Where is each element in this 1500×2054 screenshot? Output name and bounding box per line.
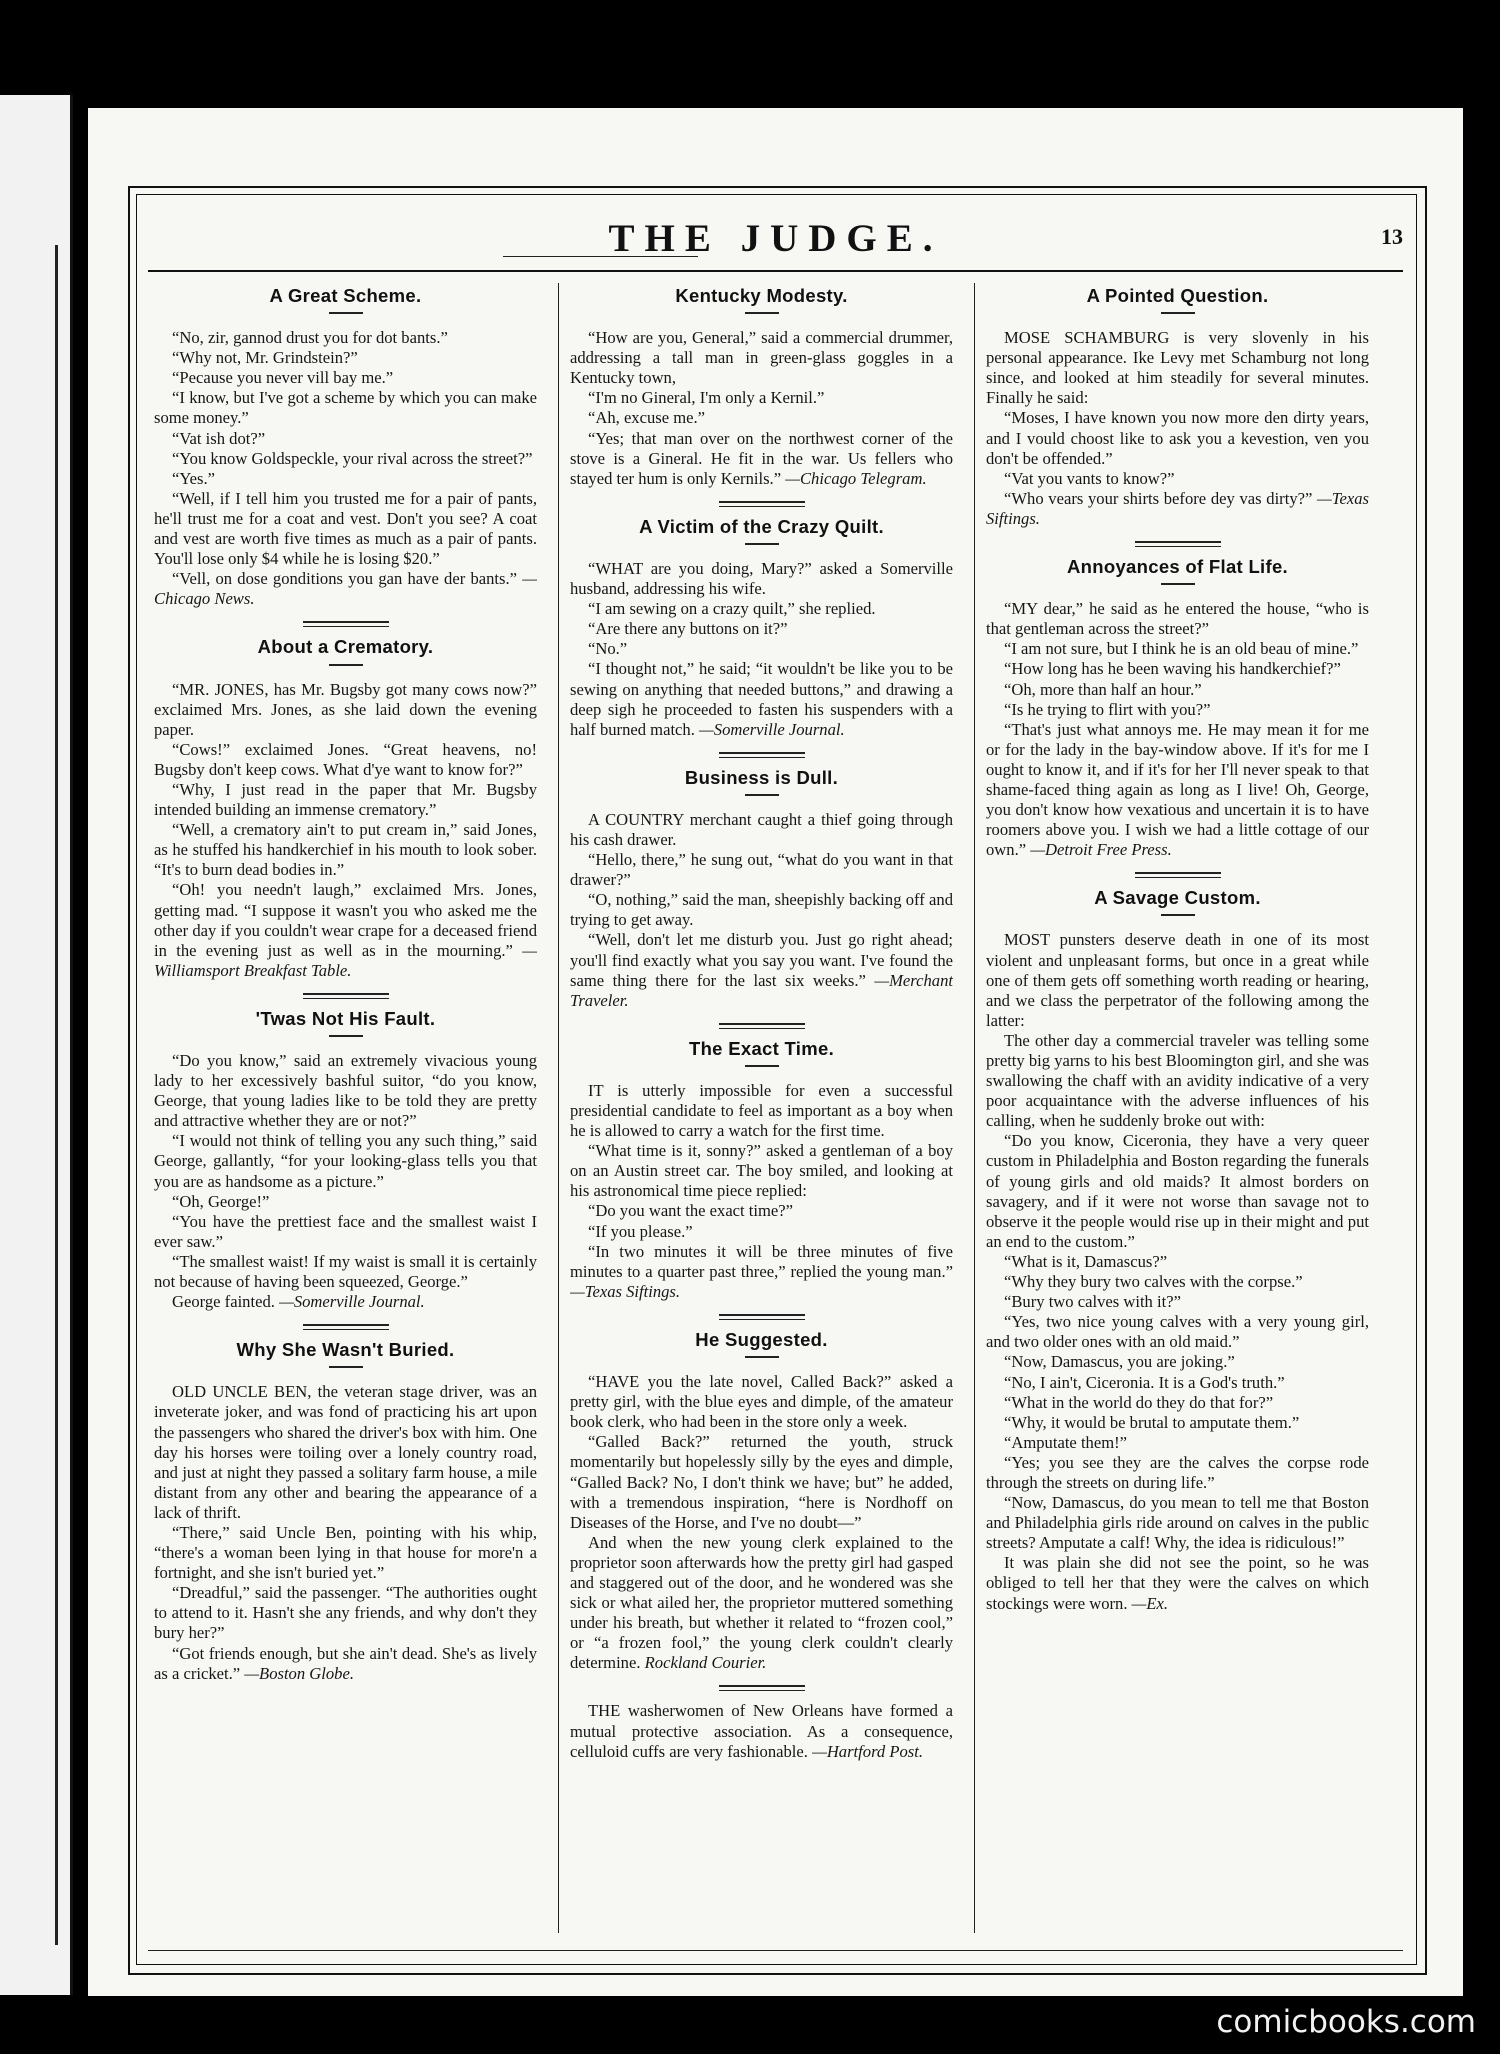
article-separator — [1135, 541, 1221, 547]
paragraph-text: “Vat you vants to know?” — [1004, 468, 1175, 488]
column-divider-1 — [558, 283, 559, 1933]
paragraph-text: “Cows!” exclaimed Jones. “Great heavens, no! Bugsby don't keep cows. What d'ye want to know for?” — [154, 739, 537, 779]
article-paragraph — [570, 850, 953, 890]
adjacent-page-border — [10, 245, 58, 1945]
paragraph-text: “In two minutes it will be three minutes of five minutes to a quarter past three,” replied the young man.” — [570, 1241, 953, 1281]
title-underline — [329, 1035, 363, 1037]
paragraph-text: And when the new young clerk explained to the proprietor soon afterwards how the pretty girl had gasped and staggered out of the door, and he wondered was she sick or what ailed her, the proprietor muttered something under his breath, but whether it related to “frozen cool,” or “a frozen fool,” the young clerk couldn't clearly determine. — [570, 1532, 953, 1673]
article-paragraph — [154, 1252, 537, 1292]
paragraph-text: “Galled Back?” returned the youth, struck momentarily but hopelessly silly by the eyes and dimple, “Galled Back? No, I don't think we have; but” he added, with a tremendous inspiration, “here is Nordhoff on Diseases of the Horse, and I've no doubt—” — [570, 1432, 953, 1532]
paragraph-text: “No, I ain't, Ciceronia. It is a God's truth.” — [1004, 1372, 1285, 1392]
article-paragraph — [570, 388, 953, 408]
paragraph-text: “There,” said Uncle Ben, pointing with his whip, “there's a woman been lying in that house for more'n a fortnight, and she isn't buried yet.” — [154, 1522, 537, 1583]
paragraph-text: “You have the prettiest face and the smallest waist I ever saw.” — [154, 1211, 537, 1251]
article-paragraph — [154, 740, 537, 780]
paragraph-text: “I know, but I've got a scheme by which you can make some money.” — [154, 388, 537, 428]
paragraph-text: “No, zir, gannod drust you for dot bants.” — [172, 328, 448, 348]
article-title: A Savage Custom. — [1094, 887, 1261, 909]
article-source: —Williamsport Breakfast Table. — [154, 940, 537, 980]
watermark: comicbooks.com — [1216, 2004, 1476, 2040]
article-paragraph — [986, 599, 1369, 639]
paragraph-text: “Are there any buttons on it?” — [588, 619, 788, 639]
paragraph-text: “Hello, there,” he sung out, “what do you want in that drawer?” — [570, 850, 953, 890]
masthead-title: THE JUDGE. — [608, 217, 943, 260]
article-paragraph — [570, 1242, 953, 1302]
article-paragraph — [986, 1312, 1369, 1352]
article-paragraph — [986, 1352, 1369, 1372]
article-paragraph — [154, 1644, 537, 1684]
paragraph-text: “Oh! you needn't laugh,” exclaimed Mrs. Jones, getting mad. “I suppose it wasn't you who asked me the other day if you couldn't wear crape for a deceased friend in the evening just as well as in the mourning.” — [154, 880, 537, 960]
article-paragraph — [154, 489, 537, 569]
paragraph-text: “Do you know, Ciceronia, they have a very queer custom in Philadelphia and Boston regarding the funerals of young girls and old maids? It almost borders on savagery, and if it were not worse than savage not to observe it the people would rise up in their might and put an end to the custom.” — [986, 1131, 1369, 1251]
paragraph-text: “Why they bury two calves with the corpse.” — [1004, 1272, 1303, 1292]
paragraph-text: “Well, a crematory ain't to put cream in,” said Jones, as he stuffed his handkerchief in his mouth to look sober. “It's to burn dead bodies in.” — [154, 820, 537, 880]
title-underline — [745, 794, 779, 796]
article-paragraph — [154, 820, 537, 880]
paragraph-text: OLD UNCLE BEN, the veteran stage driver, was an inveterate joker, and was fond of practicing his art upon the passengers who shared the driver's box with him. One day his horses were toiling over a lonely country road, and just at night they passed a solitary farm house, a mile distant from any other and bearing the appearance of a lack of thrift. — [154, 1382, 537, 1522]
article-paragraph — [154, 1583, 537, 1643]
masthead-divider — [148, 270, 1403, 272]
article-separator — [719, 1685, 805, 1691]
article-paragraph — [986, 1413, 1369, 1433]
page-bottom-rule — [148, 1950, 1403, 1951]
article-paragraph — [986, 700, 1369, 720]
article-source: —Somerville Journal. — [279, 1292, 425, 1312]
article-paragraph — [986, 1031, 1369, 1131]
paragraph-text: “Yes; you see they are the calves the corpse rode through the streets on during life.” — [986, 1452, 1369, 1492]
paragraph-text: “HAVE you the late novel, Called Back?” asked a pretty girl, with the blue eyes and dimple, of the amateur book clerk, who had been in the store only a week. — [570, 1372, 953, 1432]
article-paragraph — [570, 810, 953, 850]
column-divider-2 — [974, 283, 975, 1933]
article-paragraph — [570, 1533, 953, 1674]
paragraph-text: “You know Goldspeckle, your rival across the street?” — [172, 448, 533, 468]
paragraph-text: “Vell, on dose gonditions you gan have der bants.” — [172, 569, 517, 589]
paragraph-text: “Do you want the exact time?” — [588, 1201, 794, 1221]
article-separator — [719, 1314, 805, 1320]
article-paragraph — [986, 1553, 1369, 1613]
paragraph-text: “How long has he been waving his handkerchief?” — [1004, 659, 1341, 679]
title-underline — [1161, 583, 1195, 585]
article-title: 'Twas Not His Fault. — [255, 1007, 436, 1029]
article-source: —Chicago News. — [154, 569, 537, 609]
paragraph-text: “Who vears your shirts before dey vas dirty?” — [1004, 488, 1313, 508]
column-2 — [570, 280, 953, 1940]
paragraph-text: “Yes, two nice young calves with a very young girl, and two older ones with an old maid.” — [986, 1312, 1369, 1352]
paragraph-text: “I thought not,” he said; “it wouldn't be like you to be sewing on anything that needed buttons,” and drawing a deep sigh he proceeded to fasten his suspenders with a half burned match. — [570, 659, 953, 739]
article-paragraph — [154, 328, 537, 348]
article-paragraph — [986, 328, 1369, 408]
paragraph-text: “Yes.” — [172, 468, 216, 488]
article-source: —Texas Siftings. — [570, 1281, 681, 1301]
article-paragraph — [570, 1081, 953, 1141]
paragraph-text: “Why, it would be brutal to amputate them.” — [1004, 1412, 1300, 1432]
article-paragraph — [570, 1141, 953, 1201]
article-paragraph — [570, 1372, 953, 1432]
article-paragraph — [570, 659, 953, 739]
article-paragraph — [154, 388, 537, 428]
title-underline — [745, 1356, 779, 1358]
article-paragraph — [570, 599, 953, 619]
article-paragraph — [154, 348, 537, 368]
paragraph-text: “Vat ish dot?” — [172, 428, 266, 448]
paragraph-text: “Yes; that man over on the northwest corner of the stove is a Gineral. He fit in the war. Us fellers who stayed ter hum is only Kernils.” — [570, 428, 953, 488]
article-paragraph — [154, 680, 537, 740]
article-paragraph — [154, 1292, 537, 1312]
article-source: —Texas Siftings. — [986, 488, 1369, 528]
article-paragraph — [154, 1131, 537, 1191]
paragraph-text: “Dreadful,” said the passenger. “The authorities ought to attend to it. Hasn't she any friends, and why don't they bury her?” — [154, 1583, 537, 1643]
article-paragraph — [570, 1701, 953, 1761]
masthead — [148, 216, 1403, 266]
column-3 — [986, 280, 1369, 1940]
article-source: —Ex. — [1131, 1593, 1169, 1613]
article-paragraph — [986, 1493, 1369, 1553]
paragraph-text: “I would not think of telling you any such thing,” said George, gallantly, “for your looking-glass tells you that you are as handsome as a picture.” — [154, 1131, 537, 1191]
paragraph-text: “WHAT are you doing, Mary?” asked a Somerville husband, addressing his wife. — [570, 558, 953, 599]
article-title: A Great Scheme. — [269, 285, 422, 306]
article-source: —Detroit Free Press. — [1030, 840, 1172, 860]
article-title: Business is Dull. — [684, 766, 839, 788]
article-title: About a Crematory. — [257, 636, 434, 658]
paragraph-text: “The smallest waist! If my waist is small it is certainly not because of having been squeezed, George.” — [154, 1251, 537, 1292]
paragraph-text: “Now, Damascus, do you mean to tell me that Boston and Philadelphia girls ride around on calves in the public streets? Amputate a calf! Why, the idea is ridiculous!” — [986, 1493, 1369, 1553]
article-paragraph — [986, 930, 1369, 1030]
title-underline — [329, 312, 363, 314]
paragraph-text: “Well, don't let me disturb you. Just go right ahead; you'll find exactly what you say you want. I've found the same thing there for the last six weeks.” — [570, 930, 953, 990]
paragraph-text: “What in the world do they do that for?” — [1004, 1392, 1274, 1412]
article-source: —Merchant Traveler. — [570, 970, 953, 1010]
paragraph-text: “I'm no Gineral, I'm only a Kernil.” — [588, 388, 825, 408]
article-paragraph — [154, 469, 537, 489]
article-paragraph — [986, 489, 1369, 529]
paragraph-text: “What is it, Damascus?” — [1004, 1251, 1168, 1271]
article-paragraph — [154, 1192, 537, 1212]
paragraph-text: “O, nothing,” said the man, sheepishly backing off and trying to get away. — [570, 890, 953, 930]
article-paragraph — [986, 639, 1369, 659]
article-paragraph — [570, 890, 953, 930]
paragraph-text: IT is utterly impossible for even a successful presidential candidate to feel as important as a boy when he is allowed to carry a watch for the first time. — [570, 1080, 953, 1141]
article-paragraph — [154, 569, 537, 609]
paragraph-text: “Pecause you never vill bay me.” — [172, 368, 394, 388]
article-paragraph — [154, 780, 537, 820]
article-separator — [303, 993, 389, 999]
paragraph-text: “Oh, more than half an hour.” — [1004, 679, 1202, 699]
article-paragraph — [154, 449, 537, 469]
article-separator — [303, 1324, 389, 1330]
paragraph-text: “Why, I just read in the paper that Mr. Bugsby intended building an immense crematory.” — [154, 779, 537, 820]
article-paragraph — [986, 1433, 1369, 1453]
article-paragraph — [986, 1292, 1369, 1312]
paragraph-text: “What time is it, sonny?” asked a gentleman of a boy on an Austin street car. The boy smiled, and looking at his astronomical time piece replied: — [570, 1141, 953, 1201]
article-paragraph — [570, 930, 953, 1010]
paragraph-text: “Is he trying to flirt with you?” — [1004, 699, 1211, 719]
article-paragraph — [570, 639, 953, 659]
article-title: A Victim of the Crazy Quilt. — [639, 515, 884, 537]
paragraph-text: “Moses, I have known you now more den dirty years, and I vould choost like to ask you a kevestion, ven you don't be offended.” — [986, 408, 1369, 468]
paragraph-text: “Well, if I tell him you trusted me for a pair of pants, he'll trust me for a coat and vest. Don't you see? A coat and vest are worth five times as much as a pair of pants. You'll lose only $4 while he is losing $20.” — [154, 488, 537, 569]
paragraph-text: A COUNTRY merchant caught a thief going through his cash drawer. — [570, 809, 953, 849]
article-title: Why She Wasn't Buried. — [236, 1339, 455, 1361]
article-paragraph — [570, 328, 953, 388]
article-paragraph — [986, 1272, 1369, 1292]
paragraph-text: MOST punsters deserve death in one of its most violent and unpleasant forms, but once in a great while one of them gets off something worth reading or hearing, and we class the perpetrator of the following among the latter: — [986, 930, 1369, 1030]
paragraph-text: “MR. JONES, has Mr. Bugsby got many cows now?” exclaimed Mrs. Jones, as she laid down the evening paper. — [154, 679, 537, 739]
article-paragraph — [986, 1393, 1369, 1413]
article-paragraph — [154, 1523, 537, 1583]
paragraph-text: “Now, Damascus, you are joking.” — [1004, 1352, 1235, 1372]
paragraph-text: “I am sewing on a crazy quilt,” she replied. — [588, 599, 876, 619]
paragraph-text: “Ah, excuse me.” — [588, 408, 706, 428]
title-underline — [329, 1366, 363, 1368]
article-source: Rockland Courier. — [644, 1653, 767, 1673]
article-paragraph — [154, 1051, 537, 1131]
article-title: The Exact Time. — [688, 1037, 835, 1059]
paragraph-text: “No.” — [588, 639, 628, 659]
article-paragraph — [570, 408, 953, 428]
article-title: A Pointed Question. — [1086, 285, 1269, 306]
paragraph-text: “MY dear,” he said as he entered the house, “who is that gentleman across the street?” — [986, 599, 1369, 639]
article-paragraph — [986, 659, 1369, 679]
paragraph-text: “Amputate them!” — [1004, 1432, 1128, 1452]
title-underline — [745, 1065, 779, 1067]
paragraph-text: “Why not, Mr. Grindstein?” — [172, 348, 358, 368]
column-1 — [154, 280, 537, 1940]
article-paragraph — [986, 408, 1369, 468]
title-underline — [329, 664, 363, 666]
article-separator — [719, 1023, 805, 1029]
paragraph-text: “Do you know,” said an extremely vivacious young lady to her excessively bashful suitor, “do you know, George, that young ladies like to be told they are pretty and attractive whether they are or not?” — [154, 1051, 537, 1131]
article-paragraph — [570, 1201, 953, 1221]
article-separator — [719, 501, 805, 507]
title-underline — [1161, 914, 1195, 916]
article-paragraph — [154, 429, 537, 449]
title-underline — [745, 312, 779, 314]
article-source: —Boston Globe. — [244, 1663, 354, 1683]
title-underline — [1161, 312, 1195, 314]
paragraph-text: MOSE SCHAMBURG is very slovenly in his personal appearance. Ike Levy met Schamburg not long since, and looked at him steadily for several minutes. Finally he said: — [986, 328, 1369, 408]
page-number: 13 — [1381, 224, 1403, 249]
article-source: —Somerville Journal. — [699, 719, 845, 739]
article-title: Annoyances of Flat Life. — [1066, 556, 1288, 578]
paragraph-text: The other day a commercial traveler was telling some pretty big yarns to his best Bloomington girl, and she was swallowing the chaff with an avidity indicative of a very poor acquaintance with the adverse influences of his calling, when he suddenly broke out with: — [986, 1030, 1369, 1131]
article-paragraph — [986, 680, 1369, 700]
article-paragraph — [570, 559, 953, 599]
article-paragraph — [154, 880, 537, 980]
article-paragraph — [154, 1382, 537, 1523]
paragraph-text: “Oh, George!” — [172, 1191, 270, 1211]
article-paragraph — [986, 1453, 1369, 1493]
article-separator — [303, 621, 389, 627]
article-paragraph — [154, 1212, 537, 1252]
article-paragraph — [986, 1373, 1369, 1393]
article-title: He Suggested. — [695, 1328, 828, 1350]
article-paragraph — [570, 429, 953, 489]
paragraph-text: “How are you, General,” said a commercial drummer, addressing a tall man in green-glass goggles in a Kentucky town, — [570, 328, 953, 388]
adjacent-page-edge — [0, 95, 73, 1995]
article-source: —Chicago Telegram. — [785, 468, 927, 488]
article-paragraph — [986, 720, 1369, 861]
article-source: —Hartford Post. — [812, 1741, 924, 1761]
paragraph-text: “Got friends enough, but she ain't dead. She's as lively as a cricket.” — [154, 1643, 537, 1683]
paragraph-text: George fainted. — [172, 1292, 275, 1312]
paragraph-text: “If you please.” — [588, 1221, 693, 1241]
article-paragraph — [154, 368, 537, 388]
article-separator — [1135, 872, 1221, 878]
paragraph-text: THE washerwomen of New Orleans have formed a mutual protective association. As a consequence, celluloid cuffs are very fashionable. — [570, 1701, 953, 1761]
article-paragraph — [570, 619, 953, 639]
article-paragraph — [570, 1432, 953, 1532]
paragraph-text: “That's just what annoys me. He may mean it for me or for the lady in the bay-window above. If it's for me I ought to know it, and if it's for her I'll never speak to that shame-faced thing again as long as I live! Oh, George, you don't know how vexatious and uncertain it is to have roomers above you. I wish we had a little cottage of our own.” — [986, 719, 1369, 860]
article-title: Kentucky Modesty. — [675, 285, 848, 306]
article-paragraph — [986, 1252, 1369, 1272]
article-paragraph — [986, 1131, 1369, 1252]
paragraph-text: “I am not sure, but I think he is an old beau of mine.” — [1004, 639, 1359, 659]
paragraph-text: It was plain she did not see the point, so he was obliged to tell her that they were the calves on which stockings were worn. — [986, 1553, 1369, 1613]
article-paragraph — [570, 1222, 953, 1242]
newspaper-page — [88, 108, 1463, 1996]
title-underline — [745, 543, 779, 545]
paragraph-text: “Bury two calves with it?” — [1004, 1292, 1181, 1312]
article-separator — [719, 752, 805, 758]
article-paragraph — [986, 469, 1369, 489]
